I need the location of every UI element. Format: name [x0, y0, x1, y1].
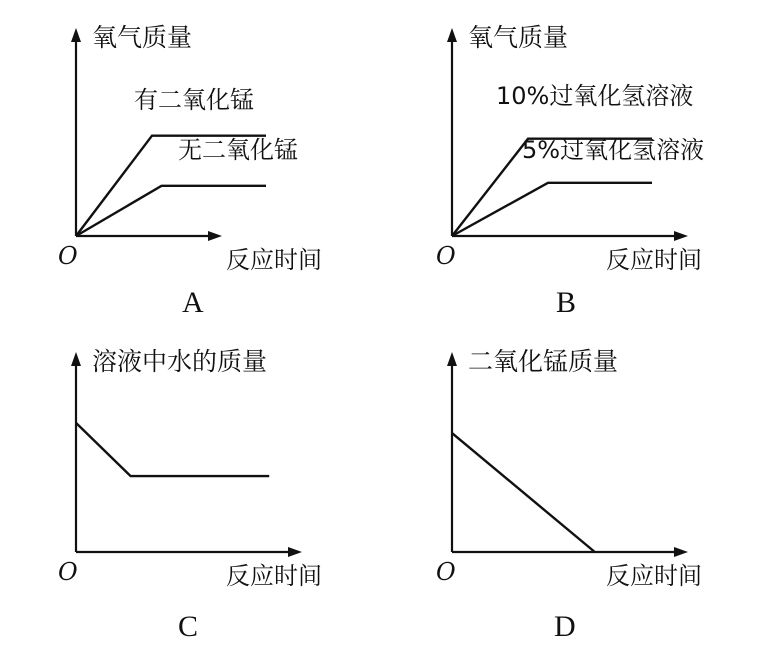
x-axis-label: 反应时间 [226, 246, 322, 274]
x-axis-arrow-icon [674, 231, 688, 241]
chart-panel-c [58, 347, 322, 643]
series-line-2 [76, 186, 266, 236]
series-line-1 [452, 433, 595, 552]
chart-panel-b [436, 23, 704, 319]
x-axis-label: 反应时间 [606, 246, 702, 274]
chart-panel-d [436, 347, 702, 643]
series-label: 无二氧化锰 [178, 136, 298, 164]
series-line-2 [452, 183, 652, 236]
panel-caption: C [178, 610, 199, 643]
panel-caption: D [554, 610, 576, 643]
panel-caption: B [556, 286, 577, 319]
x-axis-arrow-icon [288, 547, 302, 557]
y-axis-arrow-icon [447, 28, 457, 42]
origin-label: O [436, 242, 456, 270]
series-line-1 [76, 423, 269, 476]
y-axis-arrow-icon [71, 28, 81, 42]
x-axis-arrow-icon [674, 547, 688, 557]
series-label: 有二氧化锰 [134, 86, 254, 114]
chart-panel-a [58, 23, 322, 319]
y-axis-label: 氧气质量 [92, 23, 193, 52]
x-axis-arrow-icon [208, 231, 222, 241]
x-axis-label: 反应时间 [226, 562, 322, 590]
y-axis-arrow-icon [71, 352, 81, 366]
y-axis-label: 氧气质量 [468, 23, 569, 52]
y-axis-label: 溶液中水的质量 [92, 347, 268, 376]
series-label: 10%过氧化氢溶液 [496, 82, 694, 110]
origin-label: O [436, 558, 456, 586]
y-axis-label: 二氧化锰质量 [468, 347, 619, 376]
origin-label: O [58, 242, 78, 270]
origin-label: O [58, 558, 78, 586]
y-axis-arrow-icon [447, 352, 457, 366]
panel-caption: A [182, 286, 204, 319]
series-label: 5%过氧化氢溶液 [522, 136, 705, 164]
x-axis-label: 反应时间 [606, 562, 702, 590]
